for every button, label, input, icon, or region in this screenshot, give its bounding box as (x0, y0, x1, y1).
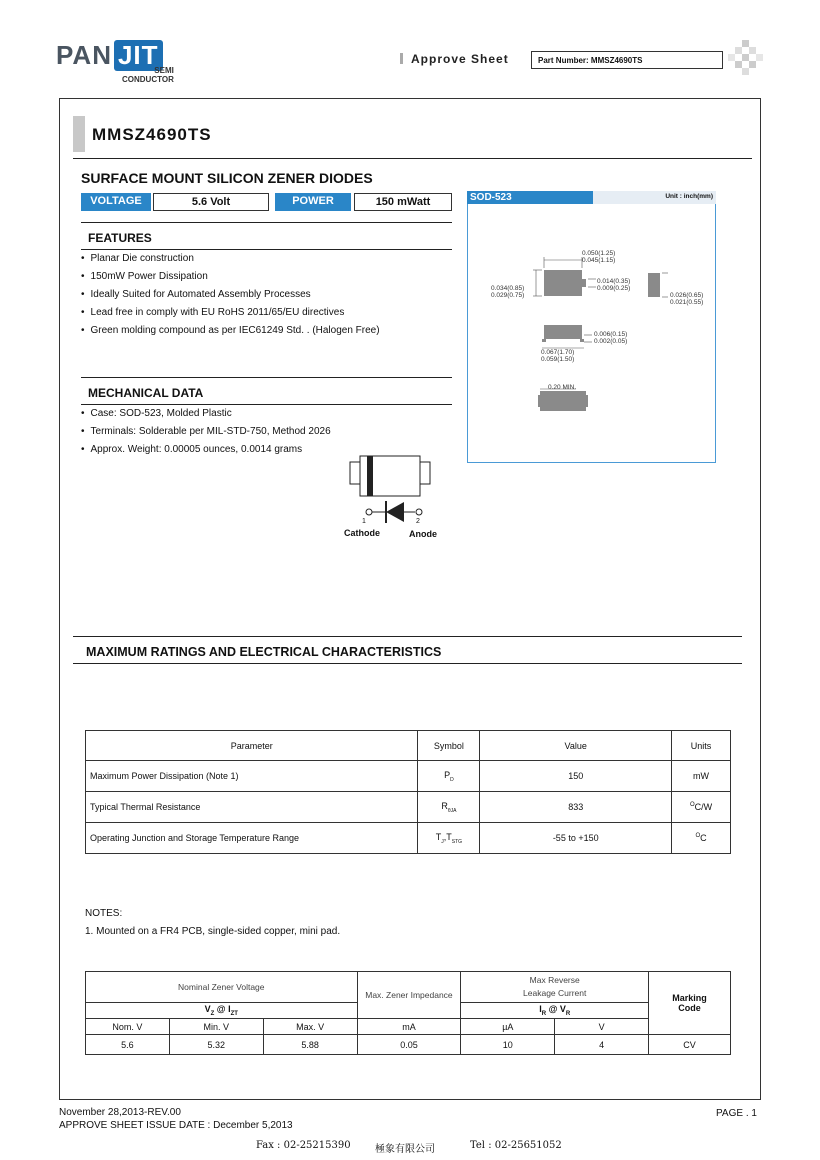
value-cell: -55 to +150 (480, 823, 672, 854)
unit-cell: Nom. V (86, 1019, 170, 1035)
product-subtitle: SURFACE MOUNT SILICON ZENER DIODES (81, 170, 373, 186)
value-cell: 10 (461, 1035, 555, 1055)
notes-heading: NOTES: (85, 908, 123, 919)
marking-code-header (649, 972, 731, 1035)
mechanical-item: • Approx. Weight: 0.00005 ounces, 0.0014 grams (81, 441, 331, 459)
pin1-number: 1 (362, 518, 366, 525)
dim-standoff-max: 0.006(0.15) (594, 331, 628, 338)
feature-item: • 150mW Power Dissipation (81, 268, 380, 286)
title-shade (73, 116, 85, 152)
features-top-line (81, 222, 452, 223)
power-label: POWER (275, 193, 351, 211)
units-cell: $^O$C (672, 823, 731, 854)
vz-izt-symbol: $V_Z$ @ $I_{ZT}$ (86, 1003, 358, 1019)
zener-table (85, 971, 731, 1055)
zener-nominal-header: Nominal Zener Voltage (86, 972, 358, 1003)
leakage-header-1: Max Reverse (529, 975, 580, 985)
logo-sub-1: SEMI (154, 66, 174, 75)
top-view-body (544, 270, 582, 296)
ratings-bottom-line (73, 663, 742, 664)
cathode-label: Cathode (344, 528, 380, 538)
checker-pattern-icon (728, 40, 762, 76)
dim-lead (597, 278, 630, 292)
ratings-table (85, 730, 731, 854)
dim-thickness (670, 292, 703, 306)
zener-units-row (86, 1019, 731, 1035)
features-heading: FEATURES (88, 231, 152, 245)
top-view-lead (582, 279, 586, 287)
col-header: Value (480, 731, 672, 761)
pad-view-body (540, 391, 586, 411)
package-dimension-drawing (468, 205, 714, 460)
issue-date: APPROVE SHEET ISSUE DATE : December 5,2013 (59, 1120, 293, 1131)
col-header: Symbol (418, 731, 480, 761)
col-header: Parameter (86, 731, 418, 761)
unit-cell: V (555, 1019, 649, 1035)
dim-lead-max: 0.014(0.35) (597, 278, 631, 285)
leakage-header-2: Leakage Current (523, 988, 587, 998)
power-value: 150 mWatt (354, 193, 452, 211)
package-name: SOD-523 (467, 191, 593, 204)
logo-main: PAN (56, 40, 112, 70)
marking-header-2: Code (678, 1003, 701, 1013)
units-cell: $^O$C/W (672, 792, 731, 823)
marking-header-1: Marking (672, 993, 707, 1003)
voltage-value: 5.6 Volt (153, 193, 269, 211)
side-lead-view (648, 273, 660, 297)
value-cell: 5.6 (86, 1035, 170, 1055)
company-name: 極象有限公司 (375, 1144, 435, 1155)
pin2-number: 2 (416, 518, 420, 525)
dim-lead-min: 0.009(0.25) (597, 285, 631, 292)
value-cell: CV (649, 1035, 731, 1055)
dim-standoff-min: 0.002(0.05) (594, 338, 628, 345)
dim-thickness-min: 0.021(0.55) (670, 299, 704, 306)
approve-sheet-text: Approve Sheet (411, 52, 509, 66)
symbol-cell: $P_D$ (418, 761, 480, 792)
side-view-body (544, 325, 582, 339)
feature-item: • Planar Die construction (81, 250, 380, 268)
page-number: PAGE . 1 (716, 1108, 757, 1119)
unit-cell: Max. V (263, 1019, 357, 1035)
side-view-lead-left (542, 339, 546, 342)
logo-subtitle (122, 66, 174, 84)
value-cell: 150 (480, 761, 672, 792)
fax-number: Fax : 02-25215390 (256, 1140, 351, 1151)
mechanical-list (81, 405, 331, 459)
table-row (86, 823, 731, 854)
approve-bar-icon (400, 53, 403, 64)
revision-date: November 28,2013-REV.00 (59, 1107, 181, 1118)
dim-total-max: 0.067(1.70) (541, 349, 575, 356)
unit-cell: mA (357, 1019, 461, 1035)
approve-sheet-label (400, 52, 509, 66)
page-title: MMSZ4690TS (92, 125, 212, 144)
package-unit: Unit : inch(mm) (665, 193, 713, 200)
value-cell: 5.88 (263, 1035, 357, 1055)
feature-item: • Lead free in comply with EU RoHS 2011/65/EU directives (81, 304, 380, 322)
dim-total (541, 349, 574, 363)
feature-item: • Ideally Suited for Automated Assembly Processes (81, 286, 380, 304)
logo-accent: JIT (114, 40, 163, 71)
table-row (86, 1035, 731, 1055)
value-cell: 833 (480, 792, 672, 823)
zener-leakage-header (461, 972, 649, 1003)
symbol-cell: $R_{\theta JA}$ (418, 792, 480, 823)
param-cell: Operating Junction and Storage Temperature Range (86, 823, 418, 854)
pad-view-lead-left (538, 395, 542, 407)
value-cell: 4 (555, 1035, 649, 1055)
table-row (86, 792, 731, 823)
value-cell: 5.32 (169, 1035, 263, 1055)
note-item: 1. Mounted on a FR4 PCB, single-sided copper, mini pad. (85, 926, 341, 937)
dim-width (491, 285, 524, 299)
title-divider (73, 158, 752, 159)
dim-pad: 0.20 MIN. (548, 384, 577, 391)
col-header: Units (672, 731, 731, 761)
part-number-box: Part Number: MMSZ4690TS (531, 51, 723, 69)
dim-width-min: 0.029(0.75) (491, 292, 525, 299)
ir-vr-symbol: $I_R$ @ $V_R$ (461, 1003, 649, 1019)
dim-length-max: 0.050(1.25) (582, 250, 616, 257)
logo-sub-2: CONDUCTOR (122, 75, 174, 84)
dim-total-min: 0.059(1.50) (541, 356, 575, 363)
zener-header-row (86, 972, 731, 1003)
pad-view-lead-right (584, 395, 588, 407)
ratings-heading: MAXIMUM RATINGS AND ELECTRICAL CHARACTERISTICS (86, 645, 442, 659)
mechanical-heading: MECHANICAL DATA (88, 386, 204, 400)
param-cell: Typical Thermal Resistance (86, 792, 418, 823)
mechanical-item: • Case: SOD-523, Molded Plastic (81, 405, 331, 423)
dim-thickness-max: 0.026(0.65) (670, 292, 704, 299)
unit-cell: Min. V (169, 1019, 263, 1035)
pin2-circle (416, 509, 422, 515)
cathode-band (367, 456, 373, 496)
value-cell: 0.05 (357, 1035, 461, 1055)
diode-triangle-icon (386, 502, 404, 522)
dim-length (582, 250, 615, 264)
ratings-top-line (73, 636, 742, 637)
pin1-circle (366, 509, 372, 515)
unit-cell: µA (461, 1019, 555, 1035)
param-cell: Maximum Power Dissipation (Note 1) (86, 761, 418, 792)
zener-impedance-header: Max. Zener Impedance (357, 972, 461, 1019)
dim-width-max: 0.034(0.85) (491, 285, 525, 292)
side-view-lead-right (580, 339, 584, 342)
mechanical-top-line (81, 377, 452, 378)
mechanical-item: • Terminals: Solderable per MIL-STD-750, Method 2026 (81, 423, 331, 441)
dim-length-min: 0.045(1.15) (582, 257, 616, 264)
tel-number: Tel : 02-25651052 (470, 1140, 562, 1151)
table-header-row (86, 731, 731, 761)
dim-standoff (594, 331, 627, 345)
table-row (86, 761, 731, 792)
units-cell: mW (672, 761, 731, 792)
features-list (81, 250, 380, 340)
symbol-cell: $T_J,T_{STG}$ (418, 823, 480, 854)
voltage-label: VOLTAGE (81, 193, 151, 211)
anode-label: Anode (409, 529, 437, 539)
feature-item: • Green molding compound as per IEC61249 Std. . (Halogen Free) (81, 322, 380, 340)
